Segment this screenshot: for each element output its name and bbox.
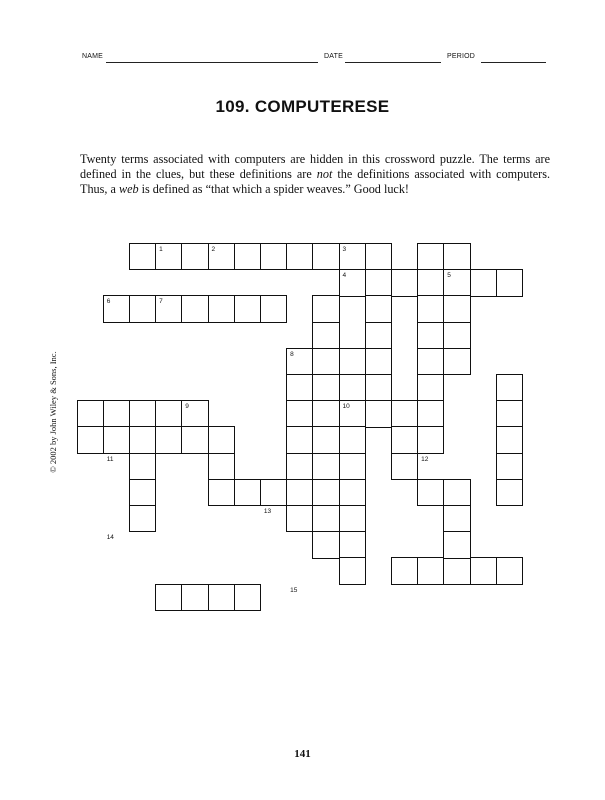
name-label: NAME (82, 53, 104, 60)
intro-paragraph (80, 152, 550, 197)
crossword-cell[interactable] (417, 243, 444, 270)
crossword-cell[interactable] (208, 453, 235, 480)
crossword-cell[interactable] (365, 243, 392, 270)
crossword-cell[interactable] (365, 269, 392, 296)
crossword-cell[interactable] (443, 348, 470, 375)
crossword-cell[interactable] (155, 584, 182, 611)
crossword-cell[interactable] (391, 426, 418, 453)
crossword-cell[interactable] (417, 374, 444, 401)
crossword-cell[interactable] (208, 479, 235, 506)
crossword-cell[interactable] (234, 479, 261, 506)
crossword-cell[interactable] (339, 531, 366, 558)
crossword-cell[interactable] (391, 453, 418, 480)
crossword-cell[interactable] (339, 505, 366, 532)
crossword-cell[interactable] (103, 426, 130, 453)
crossword-cell[interactable] (312, 322, 339, 349)
clue-number: 14 (106, 534, 114, 542)
crossword-cell[interactable] (312, 348, 339, 375)
crossword-cell[interactable] (208, 295, 235, 322)
clue-number: 12 (421, 455, 429, 463)
name-field[interactable] (106, 62, 318, 63)
crossword-cell[interactable] (496, 479, 523, 506)
crossword-cell[interactable] (312, 426, 339, 453)
period-label: PERIOD (447, 53, 476, 60)
crossword-cell[interactable] (103, 400, 130, 427)
crossword-cell[interactable] (365, 400, 392, 427)
crossword-cell[interactable] (155, 426, 182, 453)
crossword-cell[interactable] (443, 295, 470, 322)
crossword-cell[interactable] (339, 453, 366, 480)
crossword-cell[interactable] (208, 426, 235, 453)
crossword-cell[interactable] (339, 426, 366, 453)
crossword-cell[interactable] (312, 531, 339, 558)
crossword-cell[interactable] (443, 557, 470, 584)
crossword-cell[interactable] (365, 374, 392, 401)
crossword-cell[interactable] (443, 531, 470, 558)
crossword-cell[interactable] (181, 426, 208, 453)
clue-number: 11 (106, 455, 114, 463)
crossword-cell[interactable] (443, 479, 470, 506)
clue-number: 4 (342, 272, 347, 280)
crossword-cell[interactable] (496, 557, 523, 584)
crossword-cell[interactable] (286, 400, 313, 427)
crossword-cell[interactable] (365, 348, 392, 375)
period-field[interactable] (481, 62, 546, 63)
crossword-cell[interactable] (417, 557, 444, 584)
crossword-cell[interactable] (312, 374, 339, 401)
clue-number: 13 (263, 508, 272, 515)
crossword-cell[interactable] (208, 584, 235, 611)
crossword-cell[interactable] (417, 400, 444, 427)
clue-number: 15 (290, 586, 298, 594)
crossword-cell[interactable] (312, 295, 339, 322)
crossword-cell[interactable] (77, 426, 104, 453)
crossword-cell[interactable] (417, 479, 444, 506)
crossword-cell[interactable] (129, 453, 156, 480)
crossword-cell[interactable] (312, 400, 339, 427)
crossword-cell[interactable] (129, 505, 156, 532)
crossword-cell[interactable] (129, 295, 156, 322)
crossword-cell[interactable] (129, 426, 156, 453)
crossword-cell[interactable] (181, 295, 208, 322)
clue-number: 5 (447, 272, 451, 280)
crossword-cell[interactable] (339, 557, 366, 584)
page-number: 141 (294, 748, 311, 760)
page-title: 109. COMPUTERESE (215, 97, 390, 116)
crossword-cell[interactable] (470, 557, 497, 584)
crossword-cell[interactable] (391, 557, 418, 584)
crossword-cell[interactable] (129, 400, 156, 427)
clue-number: 2 (211, 246, 216, 253)
crossword-cell[interactable] (417, 322, 444, 349)
crossword-cell[interactable] (443, 505, 470, 532)
clue-number: 8 (290, 350, 294, 358)
crossword-cell[interactable] (77, 400, 104, 427)
intro-text-1: Twenty terms associated with computers are hidden in this crossword puzzle. The terms are defined in the clues, but these definitions are (80, 152, 550, 181)
crossword-cell[interactable] (312, 453, 339, 480)
crossword-cell[interactable] (234, 295, 261, 322)
crossword-cell[interactable] (391, 400, 418, 427)
crossword-cell[interactable] (470, 269, 497, 296)
crossword-cell[interactable] (339, 374, 366, 401)
date-field[interactable] (345, 62, 441, 63)
crossword-cell[interactable] (286, 505, 313, 532)
crossword-cell[interactable] (312, 243, 339, 270)
crossword-cell[interactable] (129, 479, 156, 506)
crossword-cell[interactable] (365, 295, 392, 322)
crossword-cell[interactable] (391, 269, 418, 296)
crossword-cell[interactable] (496, 453, 523, 480)
clue-number: 9 (185, 403, 189, 411)
crossword-cell[interactable] (496, 269, 523, 296)
clue-number: 1 (159, 246, 163, 253)
crossword-cell[interactable] (260, 479, 287, 506)
intro-emphasis-web: web (118, 182, 139, 196)
date-label: DATE (324, 53, 343, 60)
crossword-cell[interactable] (155, 400, 182, 427)
copyright-notice: © 2002 by John Wiley & Sons, Inc. (48, 351, 58, 473)
clue-number: 10 (342, 403, 350, 411)
clue-number: 3 (342, 246, 347, 253)
crossword-cell[interactable] (417, 269, 444, 296)
intro-emphasis-not: not (316, 167, 333, 181)
crossword-cell[interactable] (286, 479, 313, 506)
crossword-cell[interactable] (496, 400, 523, 427)
intro-text-2: the definitions associated with computers. Thus, a (80, 167, 550, 196)
crossword-cell[interactable] (417, 426, 444, 453)
clue-number: 6 (106, 298, 111, 306)
crossword-cell[interactable] (286, 426, 313, 453)
crossword-cell[interactable] (260, 243, 287, 270)
crossword-cell[interactable] (181, 584, 208, 611)
crossword-cell[interactable] (234, 243, 261, 270)
crossword-cell[interactable] (260, 295, 287, 322)
crossword-cell[interactable] (496, 426, 523, 453)
crossword-cell[interactable] (417, 295, 444, 322)
crossword-cell[interactable] (286, 453, 313, 480)
crossword-cell[interactable] (339, 479, 366, 506)
crossword-cell[interactable] (129, 243, 156, 270)
crossword-cell[interactable] (339, 348, 366, 375)
clue-number: 7 (159, 298, 163, 306)
crossword-cell[interactable] (417, 348, 444, 375)
intro-text-3: is defined as “that which a spider weaves.” Good luck! (138, 182, 409, 196)
crossword-cell[interactable] (496, 374, 523, 401)
crossword-cell[interactable] (443, 322, 470, 349)
crossword-cell[interactable] (181, 243, 208, 270)
crossword-cell[interactable] (443, 243, 470, 270)
crossword-cell[interactable] (312, 479, 339, 506)
crossword-cell[interactable] (234, 584, 261, 611)
crossword-cell[interactable] (286, 243, 313, 270)
crossword-cell[interactable] (365, 322, 392, 349)
crossword-cell[interactable] (312, 505, 339, 532)
crossword-cell[interactable] (286, 374, 313, 401)
